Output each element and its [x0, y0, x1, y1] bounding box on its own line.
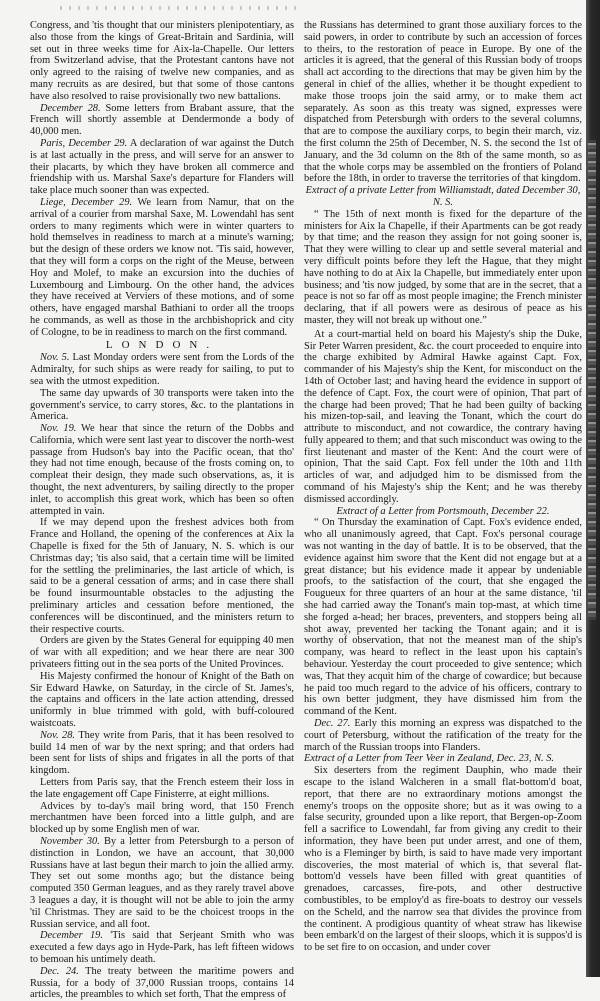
paragraph [30, 138, 294, 197]
paragraph-text: The same day upwards of 30 transports were taken into the government's service, to carry stores, &c. to the plantations in America. [30, 387, 294, 423]
left-column [30, 20, 294, 1001]
right-column [304, 20, 582, 954]
paragraph [30, 352, 294, 387]
dateline: December 19. [40, 930, 103, 942]
paragraph-text: “ On Thursday the examination of Capt. Fox's evidence ended, who all unanimously agreed, that Capt. Fox's personal courage was not wanting in the day of battle. It is to be observed, that the evidence against him swore that the Kent did not engage but at a great distance; but his evidence made it appear by undeniable proofs, to the satisfaction of the court, that she engaged the Fougueux for three quarters of an hour at the same distance, 'til she had carried away the Tonant's main top-mast, at which time she forged a-head; her braces, preventers, and stoppers being all shot away, prevented her tacking the Tonant again; and it is worthy of observation, that not the meanest man of the ship's company, was heard to reflect in the least upon his captain's behaviour. Yesterday the court proceeded to give sentence; which was, That they acquit him of the charge of cowardice; but because he paid too much regard to the advice of his officers, contrary to his own better judgment, they have dismissed him from the command of the Kent. [304, 517, 582, 718]
dateline: Liege, December 29. [40, 196, 133, 208]
paragraph [30, 730, 294, 777]
paragraph [30, 777, 294, 801]
paragraph-text: Early this morning an express was dispatched to the court of Petersburg, without the ratification of the treaty for the march of the Russian troops into Flanders. [304, 718, 582, 753]
dateline: Dec. 27. [314, 718, 351, 730]
paragraph-text: the Russians has determined to grant those auxiliary forces to the said powers, in order to contribute by such an accession of forces to theirs, to the restoration of peace in Europe. By one of the articles it is agreed, that the general of this Russian body of troops shall act according to the directions that may be given him by the general in chief of the allies, whether it be thought expedient to make those troops join the said army, or to make them act separately. As soon as this treaty was signed, expresses were dispatched from Petersburgh with orders to the several columns, that are to compose the auxiliary corps, to begin their march, viz. the first column the 25th of December, N. S. the second the 1st of January, and the 3d column on the 8th of the same month, so as that the whole corps may be assembled on the frontiers of Poland before the 18th, in order to traverse the territories of that kingdom. [304, 20, 582, 185]
paragraph-text: Some letters from Brabant assure, that the French will shortly assemble at Dendermonde a body of 40,000 men. [30, 102, 295, 138]
paragraph-text: By a letter from Petersburgh to a person of distinction in London, we have an account, that 30,000 Russians have at last begun their march to join the allied army. They set out some months ago; but the distance being computed 350 German leagues, and as they rarely travel above 3 leagues a day, it is thought will not be able to join the army 'til Christmas. They are said to be the choicest troops in the Russian service, and all foot. [30, 835, 294, 930]
paragraph [30, 517, 294, 635]
paragraph [30, 20, 294, 103]
dateline: November 30. [40, 835, 100, 847]
paragraph [304, 209, 582, 327]
dateline: Paris, December 29. [40, 137, 128, 149]
scan-noise [60, 6, 300, 10]
paragraph [30, 671, 294, 730]
paragraph [30, 836, 294, 930]
paragraph-text: Letters from Paris say, that the French esteem their loss in the late engagement off Cape Finisterre, at eight millions. [30, 777, 294, 800]
letter-extract-heading: Extract of a Letter from Portsmouth, December 22. [336, 505, 550, 517]
paragraph [304, 765, 582, 954]
paragraph [30, 635, 294, 670]
letter-extract-heading: Extract of a Letter from Teer Veer in Zealand, Dec. 23, N. S. [304, 753, 555, 765]
dateline: Nov. 28. [40, 729, 76, 741]
scan-edge-noise [588, 140, 596, 620]
paragraph [30, 197, 294, 339]
paragraph [30, 388, 294, 423]
paragraph-text: We learn from Namur, that on the arrival of a courier from marshal Saxe, M. Lowendahl has sent orders to many regiments which were in winter quarters to hold themselves in readiness to march at a minute's warning; but the design of these orders we know not. 'Tis said, however, that they will form a corps on the right of the Meuse, between Hoy and Molef, to make an excursion into the duchies of Luxembourg and Limbourg. On the other hand, the advices they have received at Verviers of these motions, and of some others, have engaged marshal Bathiani to order all the troops he commands, as well as those in the archbishoprick and city of Cologne, to be in readiness to march on the first command. [30, 196, 295, 338]
paragraph [304, 718, 582, 753]
paragraph-text: A declaration of war against the Dutch is at last actually in the press, and will serve for an answer to their placarts, by which they have broken all commerce and friendship with us. Marshal Saxe's departure for Flanders will take place much sooner than was expected. [30, 137, 294, 197]
paragraph [30, 930, 294, 965]
paragraph [30, 966, 294, 1001]
paragraph [30, 801, 294, 836]
paragraph-text: Congress, and 'tis thought that our ministers plenipotentiary, as also those from the kings of Great-Britain and Sardinia, will set out in three weeks time for Aix-la-Chapelle. Our letters from Switzerland advise, that the Protestant cantons have not only agreed to the raising of twelve new companies, and as many recruits as are desired, but that some of those cantons have also resolved to raise provisionally two new battalions. [30, 20, 294, 102]
dateline: Nov. 19. [40, 423, 77, 435]
dateline: Nov. 5. [40, 352, 70, 364]
paragraph-text: Six deserters from the regiment Dauphin, who made their escape to the island Walcheren in a small flat-bottom'd boat, report, that there are no extraordinary motions amongst the enemy's troops on the opposite shore; but as it was owing to a false security, grounded upon a like report, that Bergen-op-Zoom fell a sacrifice to Lowendahl, far from giving any credit to their information, they have been put under arrest, and one of them, who is a Fleminger by birth, is said to have made very important discoveries, the most material of which is, that several flat-bottom'd vessels have been filled with great quantities of grenadoes, carcasses, fire-pots, and other destructive combustibles, to be employ'd as fire-boats to destroy our vessels on the Scheld, and the narrow sea that divides the province from the continent. A prodigious quantity of wheat straw has likewise been embark'd on the largest of their sloops, which it is suppos'd is to be set fire to on occasion, and under cover [304, 765, 582, 954]
paragraph-text: Orders are given by the States General for equipping 40 men of war with all expedition; and we hear there are near 300 privateers fitting out in the sea ports of the United Provinces. [30, 635, 294, 671]
section-heading-london: LONDON. [105, 338, 219, 351]
paragraph-text: His Majesty confirmed the honour of Knight of the Bath on Sir Edward Hawke, on Saturday, in the circle of St. James's, the captains and officers in the late action attending, dressed uniformly in blue trimmed with gold, with buff-coloured waistcoats. [30, 670, 294, 730]
paragraph [304, 517, 582, 718]
dateline: December 28. [40, 102, 101, 114]
paragraph-text: We hear that since the return of the Dobbs and California, which were sent last year to discover the north-west passage from Hudson's bay into the Pacific ocean, that tho' they had not time enough, because of the frosts coming on, to compleat their design, they made such observations, as, it is thought, the next adventurers, by sailing directly to the proper inlet, to accomplish this great work, which has been so often attempted in vain. [30, 423, 294, 517]
paragraph-text: At a court-martial held on board his Majesty's ship the Duke, Sir Peter Warren president, &c. the court proceeded to enquire into the charge exhibited by Admiral Hawke against Capt. Fox, commander of his Majesty's ship the Kent, for misconduct on the 14th of October last; and having heard the evidence in support of the defence of Capt. Fox, the court were of opinion, That part of the charge had been proved; That he had been guilty of backing his mizen-top-sail, and leaving the Tonant, which the court do attribute to misconduct, and not cowardice, the contrary having fully appeared to them; and that such misconduct was owing to the first lieutenant and master of the Kent: And the court were of opinion, That the said Capt. Fox fell under the 10th and 11th articles of war, and adjudged him to be dismissed from the command of his Majesty's ship the Kent; and he was thereby dismissed accordingly. [304, 328, 582, 505]
paragraph-text: If we may depend upon the freshest advices both from France and Holland, the opening of the conferences at Aix la Chapelle is fixed for the 5th of January, N. S. which is our Christmas day; 'tis also said, that a certain time will be limited for the settling the preliminaries, the last article of which, is said to be a general cessation of arms; and in case there shall be found insurmountable obstacles to the adjusting the preliminary articles and cessation before mentioned, the conferences will be discontinued, and the ministers return to their respective courts. [30, 517, 294, 635]
paragraph-text: Last Monday orders were sent from the Lords of the Admiralty, for such ships as were ready for sailing, to put to sea with the utmost expedition. [30, 352, 294, 387]
paragraph-text: They write from Paris, that it has been resolved to build 14 men of war by the next spring; and that orders had been sent for lists of ships and frigates in all the ports of that kingdom. [30, 729, 294, 777]
paragraph [30, 103, 294, 138]
paragraph-text: 'Tis said that Serjeant Smith who was executed a few days ago in Hyde-Park, has left fifteen widows to bemoan his untimely death. [30, 930, 294, 965]
paragraph-text: “ The 15th of next month is fixed for the departure of the ministers for Aix la Chapelle, if their Apartments can be got ready by that time; and the reason they assign for not going sooner is, That they were willing to clear up and settle several material and very difficult points before they left the Hague, that they might have nothing to do at Aix la Chapelle, but immediately enter upon business; and 'tis now judged, by some that are in the secret, that a peace is not so far off as most people imagine; the French minister declaring, that if all powers were as desirous of peace as his master, they will not break up without one.” [304, 208, 582, 326]
paragraph-text: Advices by to-day's mail bring word, that 150 French merchantmen have been forced into a little gulph, and are blocked up by some English men of war. [30, 800, 294, 836]
paragraph-text: The treaty between the maritime powers and Russia, for a body of 37,000 Russian troops, contains 14 articles, the preambles to which set forth, That the empress of [30, 965, 294, 1001]
letter-extract-heading: Extract of a private Letter from Williamstadt, dated December 30, N. S. [305, 185, 581, 208]
dateline: Dec. 24. [40, 965, 79, 977]
paragraph [30, 423, 294, 517]
paragraph [304, 329, 582, 506]
paragraph [304, 20, 582, 185]
